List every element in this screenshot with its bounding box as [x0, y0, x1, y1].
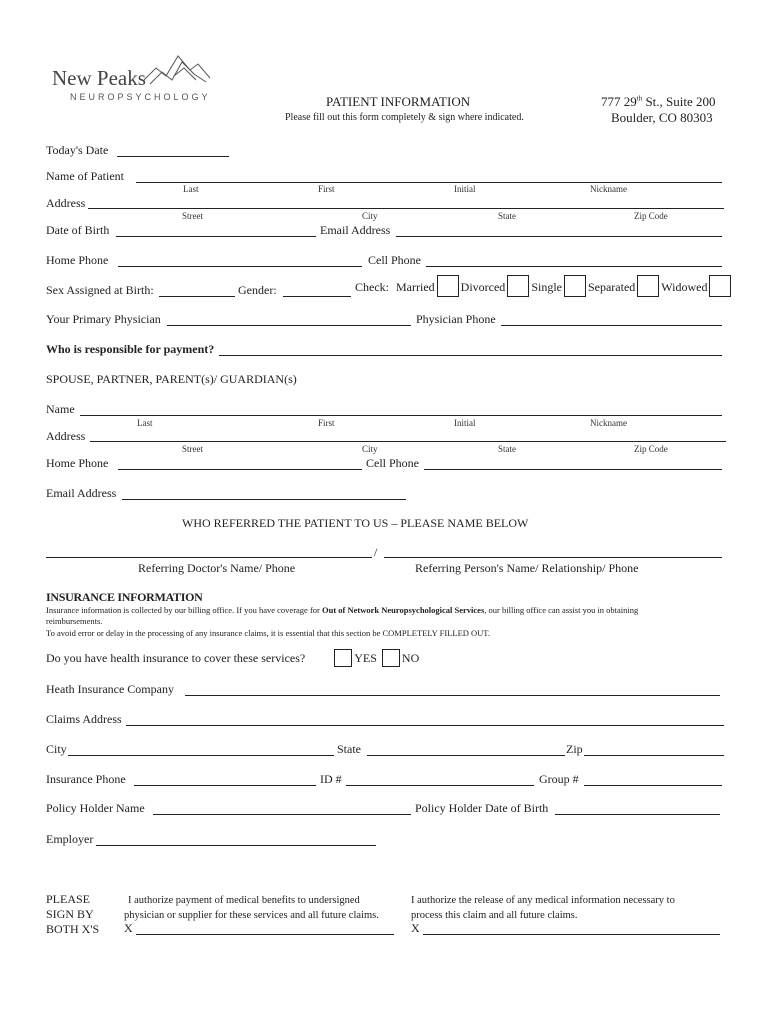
guardian-cell-phone-label: Cell Phone — [366, 456, 419, 470]
signature-field-2[interactable] — [423, 934, 720, 935]
referring-doctor-field[interactable] — [46, 557, 372, 558]
patient-address-label: Address — [46, 196, 86, 210]
marital-separated-label: Separated — [587, 280, 636, 294]
email-field[interactable] — [396, 236, 722, 237]
guardian-email-field[interactable] — [122, 499, 406, 500]
insurance-yes-checkbox[interactable] — [334, 649, 352, 667]
insurance-note-2: To avoid error or delay in the processing of any insurance claims, it is essential that this section be COMPLETELY FILLED OUT. — [46, 628, 490, 638]
guardian-address-field[interactable] — [90, 441, 726, 442]
insurance-note-1b: reimbursements. — [46, 616, 103, 626]
cell-phone-field[interactable] — [426, 266, 722, 267]
patient-address-field[interactable] — [88, 208, 724, 209]
referral-slash: / — [374, 545, 378, 559]
employer-label: Employer — [46, 832, 94, 846]
marital-single-label: Single — [531, 280, 562, 294]
marital-widowed-label: Widowed — [661, 280, 708, 294]
marital-married-label: Married — [396, 280, 435, 294]
authorization-payment: I authorize payment of medical benefits to undersigned physician or supplier for these services and all future claims. — [124, 895, 379, 921]
insurance-note-1: Insurance information is collected by our billing office. If you have coverage for Out of Network Neuropsychological Services, our billing office can assist you in obtaining — [46, 605, 639, 615]
ins-state-label: State — [337, 742, 361, 756]
sex-field[interactable] — [159, 296, 235, 297]
guardian-email-label: Email Address — [46, 486, 117, 500]
form-instructions: Please fill out this form completely & sign where indicated. — [285, 112, 524, 123]
responsible-field[interactable] — [219, 355, 722, 356]
holder-dob-field[interactable] — [555, 814, 720, 815]
ins-city-label: City — [46, 742, 67, 756]
ins-id-label: ID # — [320, 772, 342, 786]
sign-instruction: PLEASE SIGN BY BOTH X'S — [46, 892, 100, 936]
insurance-no-checkbox[interactable] — [382, 649, 400, 667]
todays-date-field[interactable] — [117, 156, 229, 157]
guardian-address-label: Address — [46, 429, 86, 443]
logo-tagline: NEUROPSYCHOLOGY — [70, 92, 211, 102]
dob-field[interactable] — [116, 236, 316, 237]
signature-x-2: X — [411, 921, 420, 935]
claims-address-field[interactable] — [126, 725, 724, 726]
referring-person-field[interactable] — [384, 557, 722, 558]
insurance-no-label: NO — [401, 651, 420, 665]
dob-label: Date of Birth — [46, 223, 110, 237]
guardian-name-sub-first: First — [318, 418, 335, 428]
ins-phone-field[interactable] — [134, 785, 316, 786]
guardian-name-field[interactable] — [80, 415, 722, 416]
marital-widowed-checkbox[interactable] — [709, 275, 731, 297]
gender-label: Gender: — [238, 283, 277, 297]
marital-married-checkbox[interactable] — [437, 275, 459, 297]
guardian-address-sub-state: State — [498, 444, 516, 454]
ins-zip-field[interactable] — [584, 755, 724, 756]
employer-field[interactable] — [96, 845, 376, 846]
responsible-label: Who is responsible for payment? — [46, 342, 215, 356]
sex-label: Sex Assigned at Birth: — [46, 283, 154, 297]
ins-group-label: Group # — [539, 772, 579, 786]
clinic-address-line2: Boulder, CO 80303 — [611, 110, 713, 125]
insurance-question-label: Do you have health insurance to cover these services? — [46, 651, 306, 665]
todays-date-label: Today's Date — [46, 143, 109, 157]
insurance-yes-label: YES — [354, 651, 377, 665]
guardian-address-sub-city: City — [362, 444, 378, 454]
marital-status-row — [355, 275, 733, 297]
holder-dob-label: Policy Holder Date of Birth — [415, 801, 549, 815]
ins-city-field[interactable] — [68, 755, 334, 756]
claims-address-label: Claims Address — [46, 712, 122, 726]
physician-field[interactable] — [167, 325, 411, 326]
form-title: PATIENT INFORMATION — [326, 94, 471, 109]
guardian-cell-phone-field[interactable] — [424, 469, 722, 470]
ins-group-field[interactable] — [584, 785, 722, 786]
guardian-name-sub-initial: Initial — [454, 418, 476, 428]
home-phone-label: Home Phone — [46, 253, 109, 267]
ins-zip-label: Zip — [566, 742, 583, 756]
referral-heading: WHO REFERRED THE PATIENT TO US – PLEASE NAME BELOW — [182, 516, 529, 530]
logo-name: New Peaks — [52, 66, 146, 90]
guardian-name-sub-last: Last — [137, 418, 153, 428]
patient-name-label: Name of Patient — [46, 169, 124, 183]
guardian-address-sub-street: Street — [182, 444, 203, 454]
patient-name-sub-first: First — [318, 184, 335, 194]
guardian-home-phone-label: Home Phone — [46, 456, 109, 470]
insurance-question — [46, 649, 419, 667]
guardian-home-phone-field[interactable] — [118, 469, 362, 470]
referring-doctor-label: Referring Doctor's Name/ Phone — [138, 561, 296, 575]
patient-address-sub-state: State — [498, 211, 516, 221]
insurance-company-field[interactable] — [185, 695, 720, 696]
patient-address-sub-street: Street — [182, 211, 203, 221]
physician-label: Your Primary Physician — [46, 312, 161, 326]
guardian-name-label: Name — [46, 402, 75, 416]
patient-name-sub-initial: Initial — [454, 184, 476, 194]
home-phone-field[interactable] — [118, 266, 362, 267]
ins-state-field[interactable] — [367, 755, 565, 756]
guardian-name-sub-nickname: Nickname — [590, 418, 627, 428]
patient-address-sub-city: City — [362, 211, 378, 221]
insurance-company-label: Heath Insurance Company — [46, 682, 174, 696]
signature-x-1: X — [124, 921, 133, 935]
ins-id-field[interactable] — [346, 785, 534, 786]
ins-phone-label: Insurance Phone — [46, 772, 126, 786]
patient-name-sub-last: Last — [183, 184, 199, 194]
cell-phone-label: Cell Phone — [368, 253, 421, 267]
holder-name-label: Policy Holder Name — [46, 801, 145, 815]
insurance-heading: INSURANCE INFORMATION — [46, 590, 203, 604]
marital-divorced-label: Divorced — [460, 280, 506, 294]
patient-address-sub-zip: Zip Code — [634, 211, 668, 221]
gender-field[interactable] — [283, 296, 351, 297]
email-label: Email Address — [320, 223, 391, 237]
signature-field-1[interactable] — [136, 934, 394, 935]
guardian-address-sub-zip: Zip Code — [634, 444, 668, 454]
clinic-address-line1: 777 29th St., Suite 200 — [601, 94, 716, 109]
patient-name-sub-nickname: Nickname — [590, 184, 627, 194]
marital-separated-checkbox[interactable] — [637, 275, 659, 297]
authorization-release: I authorize the release of any medical information necessary to process this claim and all future claims. — [411, 895, 675, 921]
guardian-heading: SPOUSE, PARTNER, PARENT(s)/ GUARDIAN(s) — [46, 372, 297, 386]
marital-divorced-checkbox[interactable] — [507, 275, 529, 297]
patient-name-field[interactable] — [136, 182, 722, 183]
physician-phone-label: Physician Phone — [416, 312, 496, 326]
marital-single-checkbox[interactable] — [564, 275, 586, 297]
holder-name-field[interactable] — [153, 814, 411, 815]
check-label: Check: — [355, 280, 389, 294]
referring-person-label: Referring Person's Name/ Relationship/ Phone — [415, 561, 639, 575]
mountain-logo-icon — [144, 50, 214, 90]
physician-phone-field[interactable] — [501, 325, 722, 326]
